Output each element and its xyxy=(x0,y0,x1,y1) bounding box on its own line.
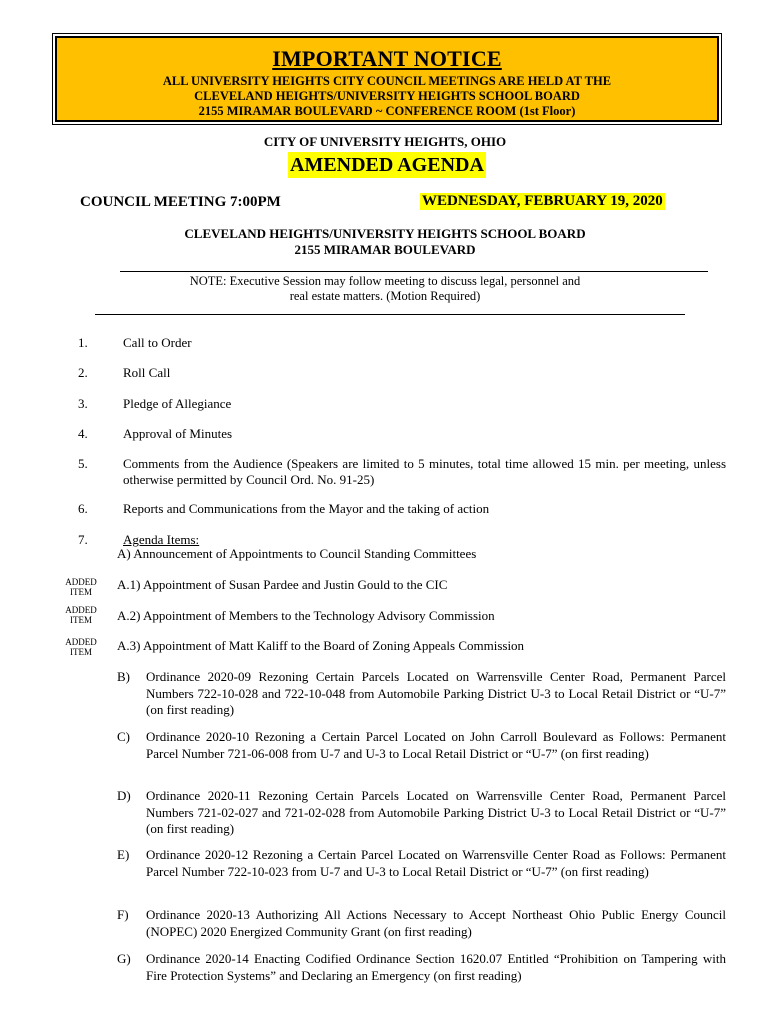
ordinance-letter: C) xyxy=(117,729,130,744)
note-line-2: real estate matters. (Motion Required) xyxy=(289,289,481,303)
notice-title: IMPORTANT NOTICE xyxy=(272,46,502,71)
venue-line-1: CLEVELAND HEIGHTS/UNIVERSITY HEIGHTS SCHOOL BOARD xyxy=(184,226,586,241)
city-name: CITY OF UNIVERSITY HEIGHTS, OHIO xyxy=(263,134,507,149)
ordinance-text: Ordinance 2020-11 Rezoning Certain Parcels Located on Warrensville Center Road, Permanent Parcel Numbers 721-02-027 and 721-02-028 from Automobile Parking District U-3 to Local Retail District or “U-7” (on first reading) xyxy=(146,788,726,836)
ordinance-text: Ordinance 2020-13 Authorizing All Actions Necessary to Accept Northeast Ohio Public Energy Council (NOPEC) 2020 Energized Community Grant (on first reading) xyxy=(146,907,726,939)
notice-line-2: CLEVELAND HEIGHTS/UNIVERSITY HEIGHTS SCHOOL BOARD xyxy=(194,89,580,103)
item-number: 1. xyxy=(78,335,88,350)
item-text: Roll Call xyxy=(123,365,171,380)
added-tag-line-1: ADDED xyxy=(65,637,97,647)
ordinance-text: Ordinance 2020-12 Rezoning a Certain Parcel Located on Warrensville Center Road as Follows: Permanent Parcel Number 722-10-023 from U-7 and U-3 to Local Retail District or “U-7” (on first reading) xyxy=(146,847,726,879)
ordinance-text: Ordinance 2020-14 Enacting Codified Ordinance Section 1620.07 Entitled “Prohibition on Tampering with Fire Protection Systems” and Declaring an Emergency (on first reading) xyxy=(146,951,726,983)
ordinance-letter: G) xyxy=(117,951,131,966)
venue-line-2: 2155 MIRAMAR BOULEVARD xyxy=(294,242,476,257)
meeting-date: WEDNESDAY, FEBRUARY 19, 2020 xyxy=(422,193,663,209)
item-number: 3. xyxy=(78,396,88,411)
added-item-tag xyxy=(58,637,104,657)
agenda-item-a1: A.1) Appointment of Susan Pardee and Justin Gould to the CIC xyxy=(117,577,448,592)
item-text: Call to Order xyxy=(123,335,192,350)
divider-top xyxy=(120,271,708,272)
added-tag-line-2: ITEM xyxy=(70,647,92,657)
item-number: 5. xyxy=(78,456,88,471)
added-tag-line-1: ADDED xyxy=(65,577,97,587)
added-item-tag xyxy=(58,605,104,625)
notice-line-1: ALL UNIVERSITY HEIGHTS CITY COUNCIL MEETINGS ARE HELD AT THE xyxy=(162,74,612,88)
notice-line-3: 2155 MIRAMAR BOULEVARD ~ CONFERENCE ROOM (1st Floor) xyxy=(198,104,576,118)
item-text: Pledge of Allegiance xyxy=(123,396,232,411)
ordinance-letter: E) xyxy=(117,847,130,862)
item-text: Comments from the Audience (Speakers are limited to 5 minutes, total time allowed 15 min. per meeting, unless otherwise permitted by Council Ord. No. 91-25) xyxy=(123,456,726,487)
added-tag-line-2: ITEM xyxy=(70,587,92,597)
ordinance-text: Ordinance 2020-10 Rezoning a Certain Parcel Located on John Carroll Boulevard as Follows: Permanent Parcel Number 721-06-008 from U-7 and U-3 to Local Retail District or “U-7” (on first reading) xyxy=(146,729,726,761)
added-tag-line-2: ITEM xyxy=(70,615,92,625)
agenda-item-a3: A.3) Appointment of Matt Kaliff to the Board of Zoning Appeals Commission xyxy=(117,638,525,653)
item-text: Agenda Items: xyxy=(123,532,200,547)
item-number: 6. xyxy=(78,501,88,516)
item-text: Approval of Minutes xyxy=(123,426,233,441)
ordinance-letter: F) xyxy=(117,907,129,922)
agenda-item-a: A) Announcement of Appointments to Council Standing Committees xyxy=(117,546,477,561)
item-number: 4. xyxy=(78,426,88,441)
note-line-1: NOTE: Executive Session may follow meeting to discuss legal, personnel and xyxy=(189,274,581,288)
agenda-item-a2: A.2) Appointment of Members to the Technology Advisory Commission xyxy=(117,608,495,623)
added-item-tag xyxy=(58,577,104,597)
added-tag-line-1: ADDED xyxy=(65,605,97,615)
page-title: AMENDED AGENDA xyxy=(290,154,484,176)
ordinance-letter: D) xyxy=(117,788,131,803)
important-notice-box xyxy=(55,36,719,122)
meeting-time: COUNCIL MEETING 7:00PM xyxy=(80,194,281,210)
ordinance-letter: B) xyxy=(117,669,130,684)
item-text: Reports and Communications from the Mayor and the taking of action xyxy=(123,501,490,516)
item-number: 2. xyxy=(78,365,88,380)
ordinance-text: Ordinance 2020-09 Rezoning Certain Parcels Located on Warrensville Center Road, Permanent Parcel Numbers 722-10-028 and 722-10-048 from Automobile Parking District U-3 to Local Retail District or “U-7” (on first reading) xyxy=(146,669,726,717)
divider-bottom xyxy=(95,314,685,315)
item-number: 7. xyxy=(78,532,88,547)
